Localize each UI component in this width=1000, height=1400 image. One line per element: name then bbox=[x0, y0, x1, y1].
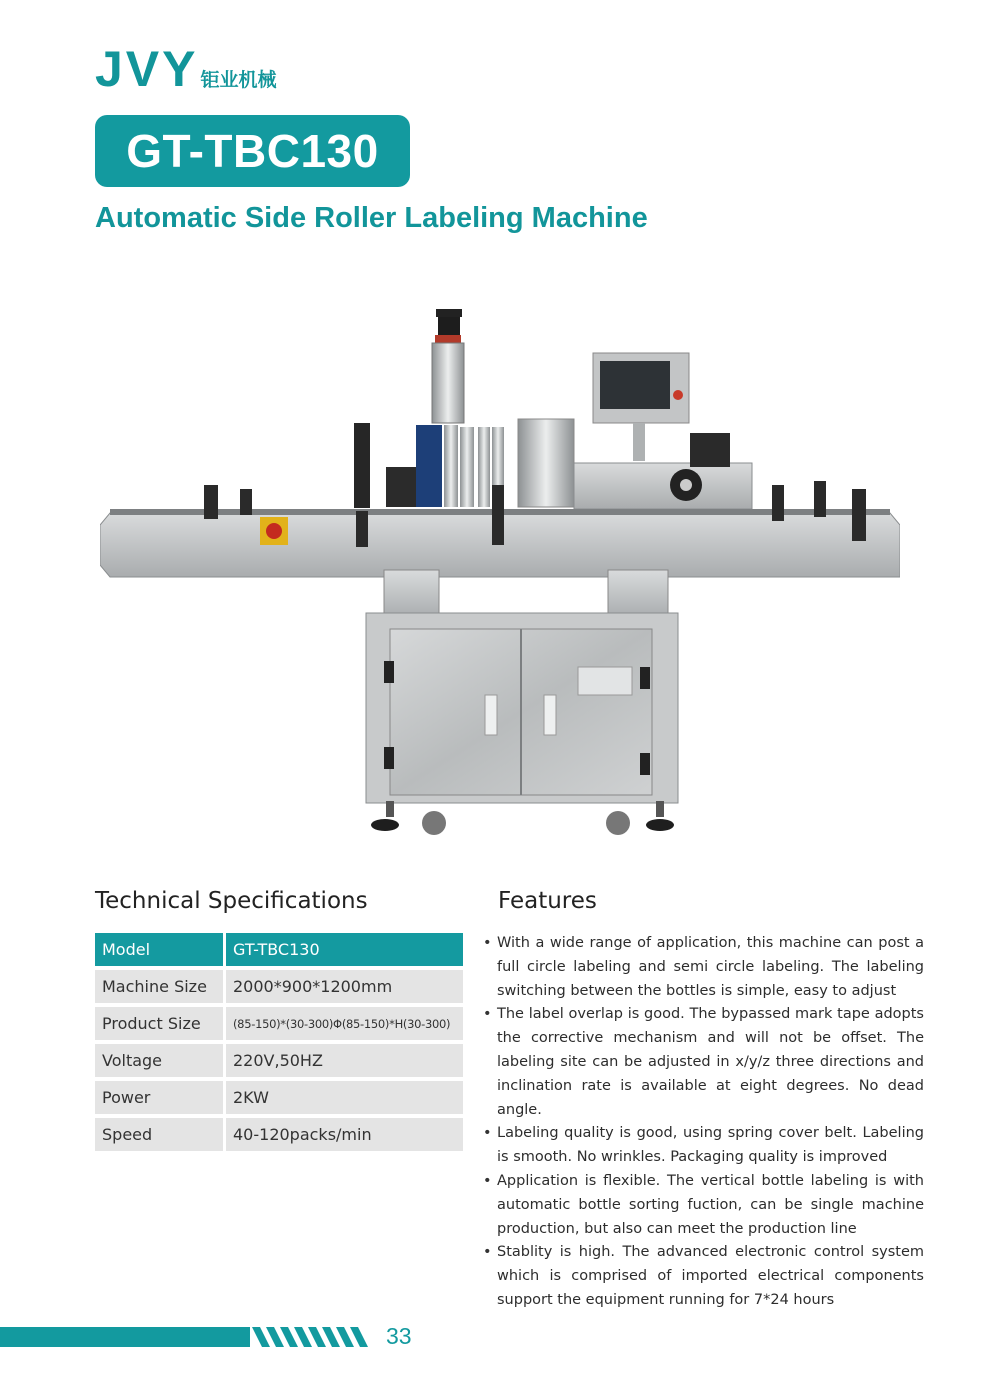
table-row bbox=[95, 1044, 463, 1081]
spec-value: (85-150)*(30-300)Φ(85-150)*H(30-300) bbox=[226, 1007, 463, 1044]
table-row bbox=[95, 1118, 463, 1155]
specs-title: Technical Specifications bbox=[95, 888, 368, 914]
table-row bbox=[95, 970, 463, 1007]
spec-key: Voltage bbox=[95, 1044, 226, 1081]
list-item: • Application is flexible. The vertical bottle labeling is with automatic bottle sorting fuction, can be single machine production, but also can meet the production line bbox=[482, 1170, 924, 1241]
features-title: Features bbox=[498, 888, 597, 914]
brand-chinese-name: 钜业机械 bbox=[200, 69, 277, 91]
table-row bbox=[95, 933, 463, 970]
table-row bbox=[95, 1007, 463, 1044]
spec-key: Machine Size bbox=[95, 970, 226, 1007]
list-item: • With a wide range of application, this machine can post a full circle labeling and semi circle labeling. The labeling switching between the bottles is simple, easy to adjust bbox=[482, 932, 924, 1003]
spec-value: GT-TBC130 bbox=[226, 933, 463, 970]
model-badge-text: GT-TBC130 bbox=[126, 125, 379, 177]
spec-key: Model bbox=[95, 933, 226, 970]
machine-photo bbox=[100, 295, 900, 845]
features-list bbox=[482, 932, 924, 1313]
spec-key: Speed bbox=[95, 1118, 226, 1155]
product-subtitle: Automatic Side Roller Labeling Machine bbox=[95, 202, 648, 234]
footer-stripes bbox=[250, 1327, 380, 1347]
model-badge bbox=[95, 115, 410, 187]
page-number: 33 bbox=[386, 1323, 412, 1349]
list-item: • The label overlap is good. The bypassed mark tape adopts the corrective mechanism and will not be offset. The labeling site can be adjusted in x/y/z three directions and inclination rate is available at eight degrees. No dead angle. bbox=[482, 1003, 924, 1122]
brand-logo bbox=[95, 41, 277, 97]
list-item: • Stablity is high. The advanced electronic control system which is comprised of imported electrical components support the equipment running for 7*24 hours bbox=[482, 1241, 924, 1312]
spec-key: Product Size bbox=[95, 1007, 226, 1044]
spec-value: 2KW bbox=[226, 1081, 463, 1118]
footer-bar bbox=[0, 1327, 250, 1347]
spec-value: 220V,50HZ bbox=[226, 1044, 463, 1081]
list-item: • Labeling quality is good, using spring cover belt. Labeling is smooth. No wrinkles. Packaging quality is improved bbox=[482, 1122, 924, 1170]
brand-logo-text: JVY bbox=[95, 41, 199, 97]
spec-value: 40-120packs/min bbox=[226, 1118, 463, 1155]
spec-table bbox=[95, 933, 463, 1155]
spec-value: 2000*900*1200mm bbox=[226, 970, 463, 1007]
spec-key: Power bbox=[95, 1081, 226, 1118]
table-row bbox=[95, 1081, 463, 1118]
